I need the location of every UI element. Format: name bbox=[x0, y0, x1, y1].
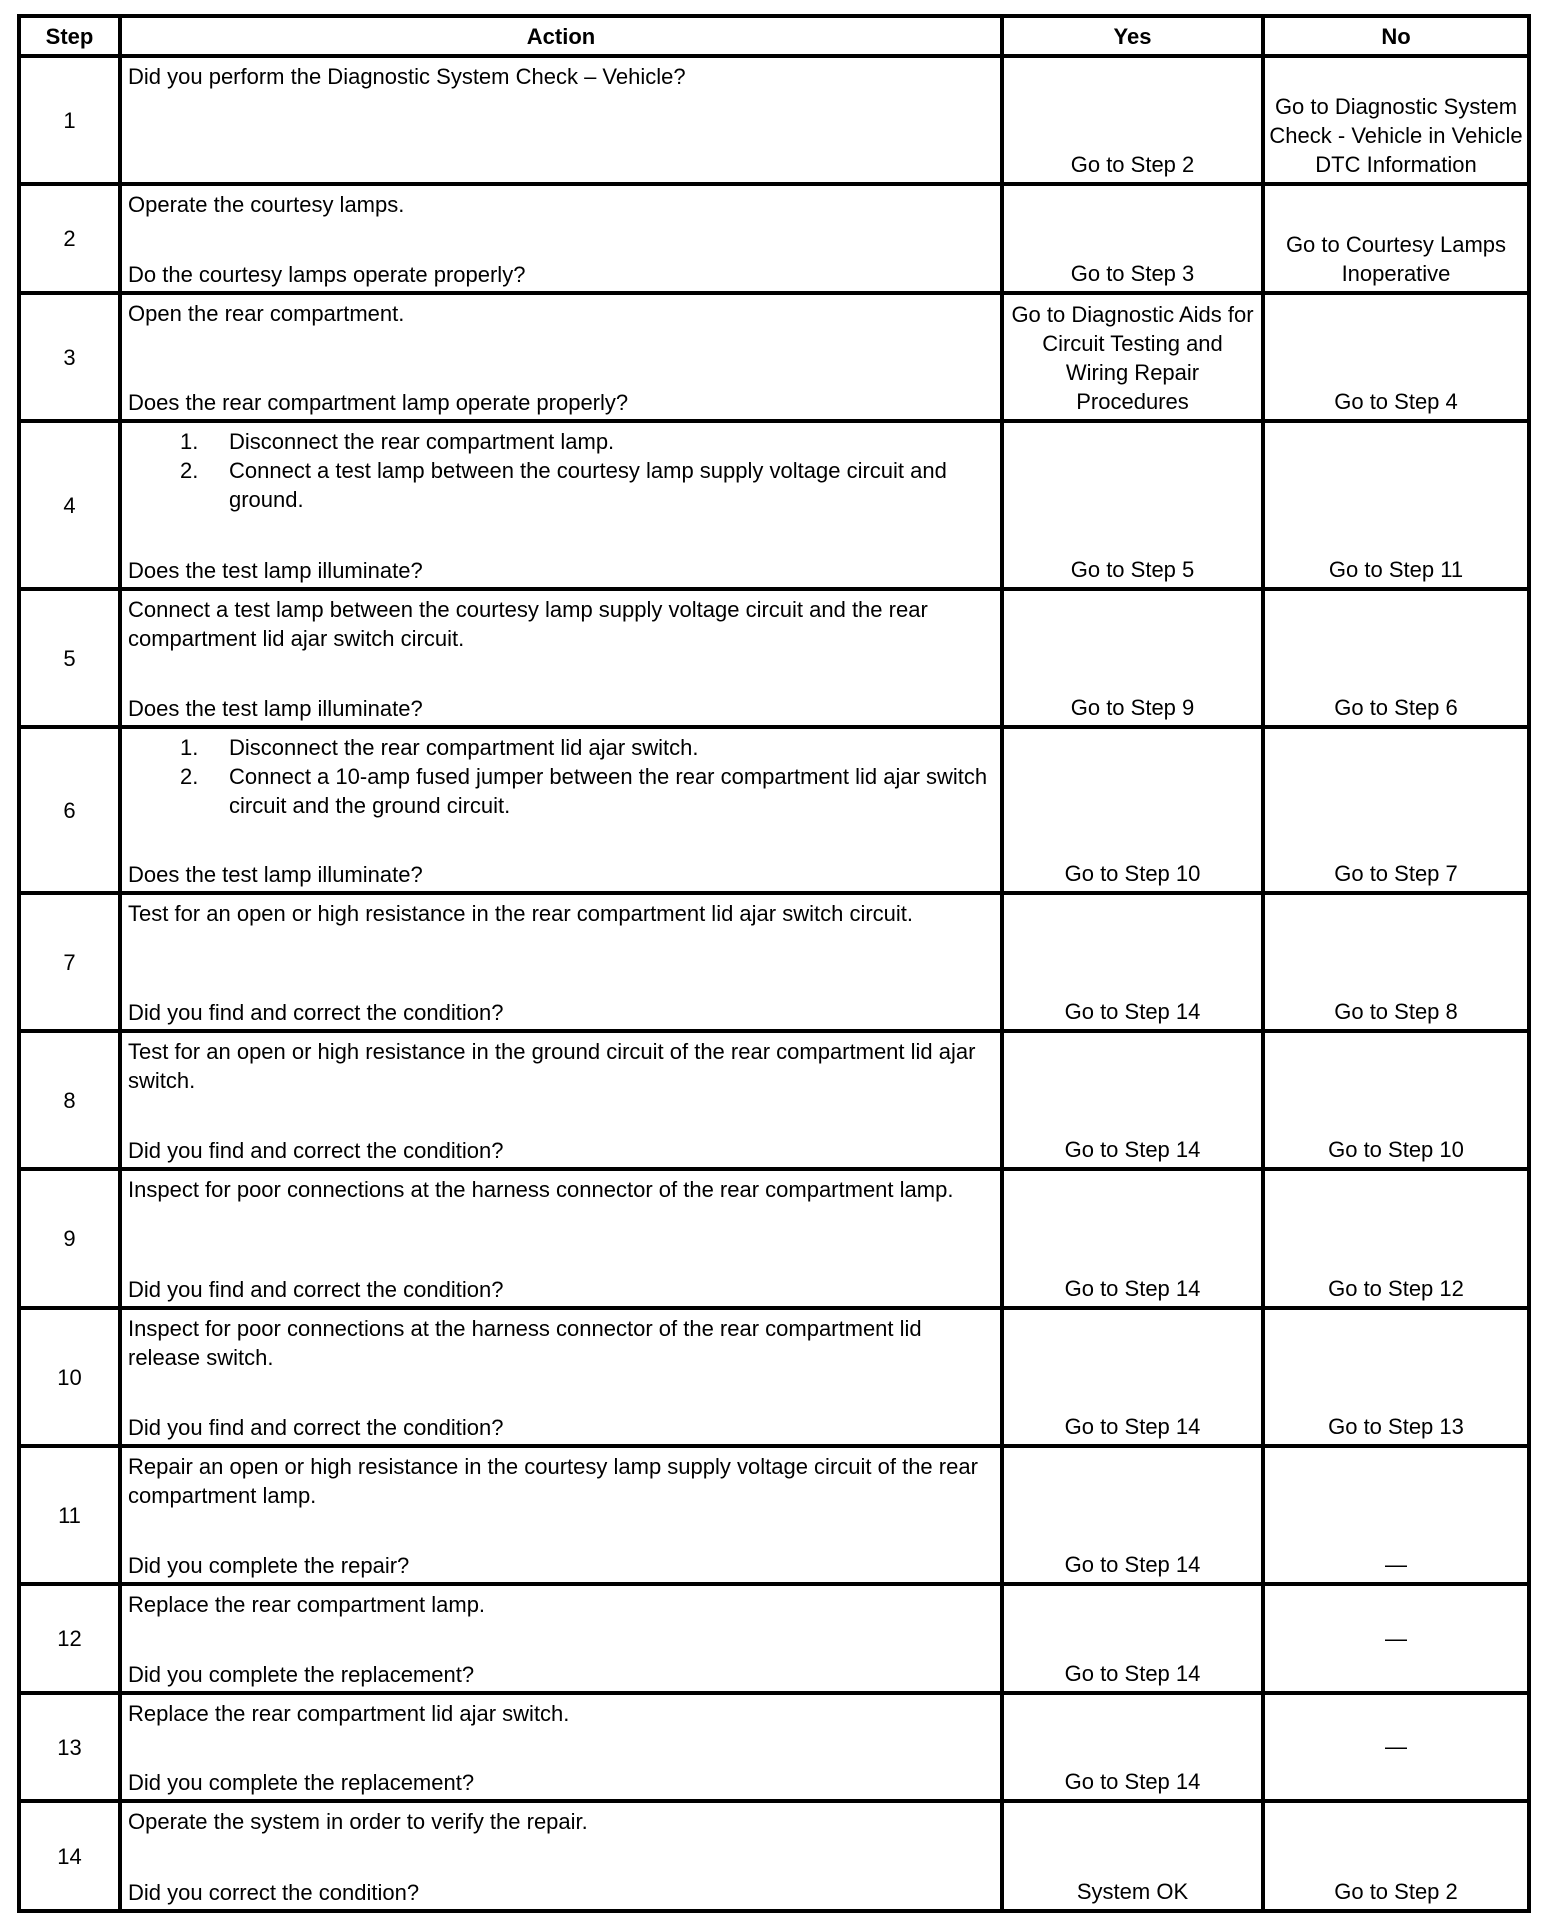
step-number: 9 bbox=[19, 1169, 120, 1308]
no-result: Go to Step 2 bbox=[1263, 1801, 1529, 1911]
step-number: 14 bbox=[19, 1801, 120, 1911]
step-number: 1 bbox=[19, 56, 120, 184]
action-cell bbox=[120, 589, 1002, 727]
action-cell bbox=[120, 1446, 1002, 1584]
step-number: 6 bbox=[19, 727, 120, 893]
action-cell bbox=[120, 56, 1002, 184]
action-cell bbox=[120, 421, 1002, 589]
step-number: 7 bbox=[19, 893, 120, 1031]
step-number: 8 bbox=[19, 1031, 120, 1169]
question-text: Did you find and correct the condition? bbox=[128, 1415, 504, 1440]
instructions bbox=[128, 1037, 996, 1095]
instructions bbox=[128, 427, 996, 514]
table-row bbox=[19, 293, 1529, 421]
table-row bbox=[19, 1446, 1529, 1584]
header-action: Action bbox=[120, 16, 1002, 56]
list-text: Disconnect the rear compartment lid ajar switch. bbox=[229, 735, 699, 760]
table-row bbox=[19, 1693, 1529, 1801]
no-result: Go to Step 6 bbox=[1263, 589, 1529, 727]
list-number: 2. bbox=[180, 764, 199, 789]
yes-result: Go to Step 14 bbox=[1002, 1169, 1263, 1308]
yes-result: Go to Step 3 bbox=[1002, 184, 1263, 293]
step-number: 5 bbox=[19, 589, 120, 727]
step-number: 2 bbox=[19, 184, 120, 293]
yes-result: System OK bbox=[1002, 1801, 1263, 1911]
diagnostic-table bbox=[17, 14, 1531, 1913]
action-cell bbox=[120, 1693, 1002, 1801]
question-text: Did you find and correct the condition? bbox=[128, 1138, 504, 1163]
question-text: Does the test lamp illuminate? bbox=[128, 862, 423, 887]
instructions bbox=[128, 1590, 996, 1619]
table-row bbox=[19, 1584, 1529, 1693]
question-text: Did you complete the repair? bbox=[128, 1553, 410, 1578]
header-row bbox=[19, 16, 1529, 56]
no-result: Go to Diagnostic System Check - Vehicle in Vehicle DTC Information bbox=[1263, 56, 1529, 184]
step-number: 13 bbox=[19, 1693, 120, 1801]
header-step: Step bbox=[19, 16, 120, 56]
instruction-text: Replace the rear compartment lid ajar switch. bbox=[128, 1701, 570, 1726]
question-text: Do the courtesy lamps operate properly? bbox=[128, 262, 526, 287]
yes-result: Go to Step 14 bbox=[1002, 1031, 1263, 1169]
table-row bbox=[19, 421, 1529, 589]
no-result: Go to Step 4 bbox=[1263, 293, 1529, 421]
yes-result: Go to Step 5 bbox=[1002, 421, 1263, 589]
action-cell bbox=[120, 1031, 1002, 1169]
question-text: Did you complete the replacement? bbox=[128, 1770, 475, 1795]
no-result: Go to Courtesy Lamps Inoperative bbox=[1263, 184, 1529, 293]
no-result: Go to Step 7 bbox=[1263, 727, 1529, 893]
yes-result: Go to Step 14 bbox=[1002, 893, 1263, 1031]
yes-result: Go to Step 14 bbox=[1002, 1446, 1263, 1584]
table-row bbox=[19, 589, 1529, 727]
numbered-steps bbox=[128, 427, 996, 514]
question-text: Did you find and correct the condition? bbox=[128, 1000, 504, 1025]
instruction-text: Open the rear compartment. bbox=[128, 301, 405, 326]
yes-result: Go to Step 14 bbox=[1002, 1308, 1263, 1446]
table-row bbox=[19, 56, 1529, 184]
action-cell bbox=[120, 184, 1002, 293]
instructions bbox=[128, 62, 996, 91]
action-cell bbox=[120, 1308, 1002, 1446]
instruction-text: Inspect for poor connections at the harness connector of the rear compartment lamp. bbox=[128, 1177, 954, 1202]
list-item bbox=[128, 733, 996, 762]
yes-result: Go to Step 14 bbox=[1002, 1693, 1263, 1801]
no-result: — bbox=[1263, 1584, 1529, 1693]
instructions bbox=[128, 1699, 996, 1728]
instructions bbox=[128, 1175, 996, 1204]
question-text: Did you complete the replacement? bbox=[128, 1662, 475, 1687]
instructions bbox=[128, 1314, 996, 1372]
step-number: 11 bbox=[19, 1446, 120, 1584]
list-number: 1. bbox=[180, 735, 199, 760]
list-text: Connect a test lamp between the courtesy lamp supply voltage circuit and ground. bbox=[229, 458, 947, 512]
instructions bbox=[128, 299, 996, 328]
header-no: No bbox=[1263, 16, 1529, 56]
action-cell bbox=[120, 1801, 1002, 1911]
list-text: Disconnect the rear compartment lamp. bbox=[229, 429, 615, 454]
yes-result: Go to Step 9 bbox=[1002, 589, 1263, 727]
instruction-text: Inspect for poor connections at the harness connector of the rear compartment lid release switch. bbox=[128, 1316, 922, 1370]
instruction-text: Test for an open or high resistance in the ground circuit of the rear compartment lid ajar switch. bbox=[128, 1039, 976, 1093]
yes-result: Go to Diagnostic Aids for Circuit Testing and Wiring Repair Procedures bbox=[1002, 293, 1263, 421]
instruction-text: Test for an open or high resistance in the rear compartment lid ajar switch circuit. bbox=[128, 901, 914, 926]
instructions bbox=[128, 733, 996, 820]
list-item bbox=[128, 427, 996, 456]
no-result: Go to Step 12 bbox=[1263, 1169, 1529, 1308]
question-text: Does the rear compartment lamp operate properly? bbox=[128, 390, 629, 415]
list-item bbox=[128, 456, 996, 514]
question-text: Did you correct the condition? bbox=[128, 1880, 420, 1905]
table-row bbox=[19, 1308, 1529, 1446]
no-result: Go to Step 11 bbox=[1263, 421, 1529, 589]
list-number: 2. bbox=[180, 458, 199, 483]
instructions bbox=[128, 1452, 996, 1510]
question-text: Did you find and correct the condition? bbox=[128, 1277, 504, 1302]
instruction-text: Operate the system in order to verify the repair. bbox=[128, 1809, 588, 1834]
step-number: 10 bbox=[19, 1308, 120, 1446]
table-row bbox=[19, 1169, 1529, 1308]
no-result: Go to Step 10 bbox=[1263, 1031, 1529, 1169]
table-row bbox=[19, 1031, 1529, 1169]
instructions bbox=[128, 190, 996, 219]
instruction-text: Replace the rear compartment lamp. bbox=[128, 1592, 486, 1617]
yes-result: Go to Step 2 bbox=[1002, 56, 1263, 184]
instruction-text: Did you perform the Diagnostic System Check – Vehicle? bbox=[128, 64, 686, 89]
numbered-steps bbox=[128, 733, 996, 820]
list-number: 1. bbox=[180, 429, 199, 454]
question-text: Does the test lamp illuminate? bbox=[128, 558, 423, 583]
instructions bbox=[128, 595, 996, 653]
header-yes: Yes bbox=[1002, 16, 1263, 56]
question-text: Does the test lamp illuminate? bbox=[128, 696, 423, 721]
list-item bbox=[128, 762, 996, 820]
action-cell bbox=[120, 293, 1002, 421]
yes-result: Go to Step 10 bbox=[1002, 727, 1263, 893]
instructions bbox=[128, 1807, 996, 1836]
step-number: 12 bbox=[19, 1584, 120, 1693]
no-result: Go to Step 8 bbox=[1263, 893, 1529, 1031]
yes-result: Go to Step 14 bbox=[1002, 1584, 1263, 1693]
step-number: 3 bbox=[19, 293, 120, 421]
instruction-text: Operate the courtesy lamps. bbox=[128, 192, 405, 217]
table-row bbox=[19, 184, 1529, 293]
list-text: Connect a 10-amp fused jumper between the rear compartment lid ajar switch circuit and the ground circuit. bbox=[229, 764, 988, 818]
action-cell bbox=[120, 1169, 1002, 1308]
no-result: — bbox=[1263, 1693, 1529, 1801]
table-row bbox=[19, 893, 1529, 1031]
action-cell bbox=[120, 893, 1002, 1031]
no-result: — bbox=[1263, 1446, 1529, 1584]
table-row bbox=[19, 727, 1529, 893]
action-cell bbox=[120, 727, 1002, 893]
no-result: Go to Step 13 bbox=[1263, 1308, 1529, 1446]
instructions bbox=[128, 899, 996, 928]
action-cell bbox=[120, 1584, 1002, 1693]
instruction-text: Connect a test lamp between the courtesy lamp supply voltage circuit and the rear compartment lid ajar switch circuit. bbox=[128, 597, 928, 651]
instruction-text: Repair an open or high resistance in the courtesy lamp supply voltage circuit of the rear compartment lamp. bbox=[128, 1454, 978, 1508]
step-number: 4 bbox=[19, 421, 120, 589]
table-row bbox=[19, 1801, 1529, 1911]
